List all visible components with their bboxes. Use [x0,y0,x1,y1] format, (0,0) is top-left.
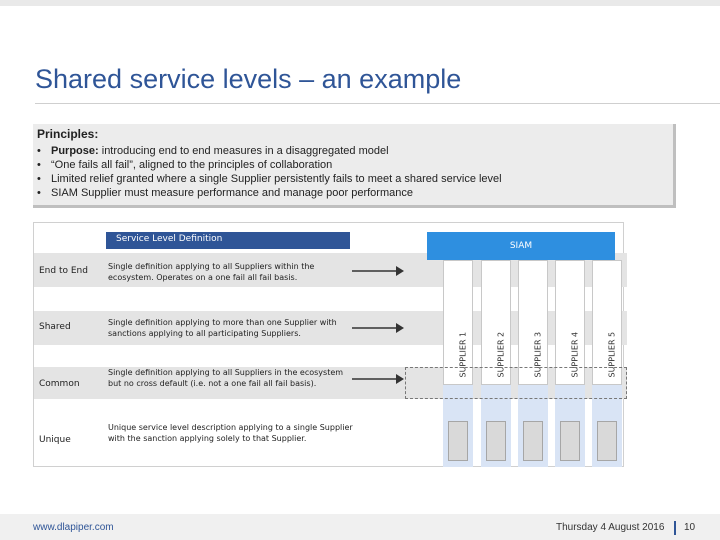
supplier-label: SUPPLIER 4 [570,331,580,378]
principles-box [33,124,676,208]
principle-text: “One fails all fail”, aligned to the principles of collaboration [51,159,333,171]
arrow-right-icon [352,322,404,334]
principle-text: Limited relief granted where a single Supplier persistently fails to meet a shared service level [51,173,502,185]
unique-box-2 [486,421,506,461]
principle-strong: Purpose: [51,145,99,157]
supplier-label: SUPPLIER 2 [496,331,506,378]
unique-box-1 [448,421,468,461]
row-label-common: Common [39,379,80,389]
principles-heading: Principles: [37,127,99,141]
row-label-unique: Unique [39,435,71,445]
service-level-diagram [33,222,624,467]
page-number: 10 [684,522,696,533]
siam-header: SIAM [427,232,615,260]
service-level-definition-header: Service Level Definition [106,232,350,249]
unique-box-4 [560,421,580,461]
row-label-end-to-end: End to End [39,266,88,276]
footer-separator [674,521,676,535]
title-divider [35,103,720,104]
principle-item [37,158,667,172]
bullet-icon: • [37,159,41,171]
arrow-right-icon [352,265,404,277]
principles-list [37,144,667,200]
footer-date: Thursday 4 August 2016 [556,522,665,533]
arrow-right-icon [352,373,404,385]
principle-text: introducing end to end measures in a disaggregated model [98,145,389,157]
top-rule [0,0,720,6]
row-description-shared: Single definition applying to more than one Supplier with sanctions applying to all participating Suppliers. [108,318,337,338]
unique-box-3 [523,421,543,461]
row-description-unique: Unique service level description applying to a single Supplier with the sanction applying solely to that Supplier. [108,423,353,443]
principle-item [37,172,667,186]
principle-text: SIAM Supplier must measure performance and manage poor performance [51,187,413,199]
bullet-icon: • [37,187,41,199]
row-description-common: Single definition applying to all Suppliers in the ecosystem but no cross default (i.e. not a one fail all fail basis). [108,368,344,388]
slide-title: Shared service levels – an example [35,64,462,94]
row-label-shared: Shared [39,322,71,332]
supplier-label: SUPPLIER 3 [533,331,543,378]
supplier-label: SUPPLIER 5 [607,331,617,378]
supplier-label: SUPPLIER 1 [458,331,468,378]
unique-box-5 [597,421,617,461]
bullet-icon: • [37,173,41,185]
common-dashed-box [405,367,627,399]
bullet-icon: • [37,145,41,157]
footer-link[interactable]: www.dlapiper.com [33,522,114,533]
principle-item [37,186,667,200]
row-description-end-to-end: Single definition applying to all Suppliers within the ecosystem. Operates on a one fail all fail basis. [108,262,315,282]
principle-item [37,144,667,158]
